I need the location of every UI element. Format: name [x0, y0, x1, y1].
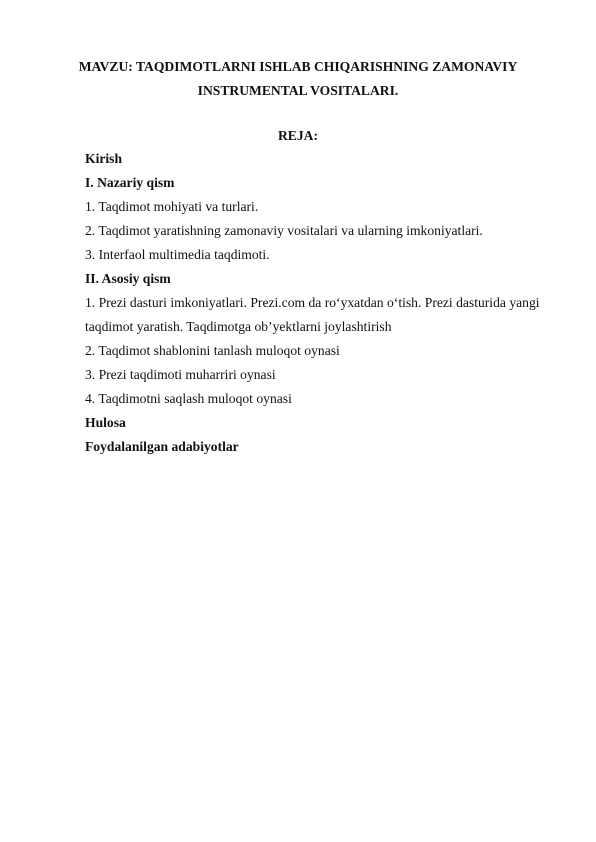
section-theory: I. Nazariy qism: [85, 175, 175, 190]
plan-heading: REJA:: [277, 128, 319, 143]
section-main: II. Asosiy qism: [85, 271, 171, 286]
plan-item: 2. Taqdimot yaratishning zamonaviy vositalari va ularning imkoniyatlari.: [85, 223, 483, 238]
section-conclusion: Hulosa: [85, 415, 126, 430]
document-title-line-2: INSTRUMENTAL VOSITALARI.: [197, 83, 399, 98]
plan-item: 3. Prezi taqdimoti muharriri oynasi: [85, 367, 276, 382]
document-title-line-1: MAVZU: TAQDIMOTLARNI ISHLAB CHIQARISHNING ZAMONAVIY: [78, 59, 518, 74]
section-introduction: Kirish: [85, 151, 123, 166]
plan-item: 4. Taqdimotni saqlash muloqot oynasi: [85, 391, 292, 406]
plan-item-continuation: taqdimot yaratish. Taqdimotga ob’yektlarni joylashtirish: [85, 319, 392, 334]
section-references: Foydalanilgan adabiyotlar: [85, 439, 239, 454]
plan-item: 2. Taqdimot shablonini tanlash muloqot oynasi: [85, 343, 340, 358]
plan-item: 1. Prezi dasturi imkoniyatlari. Prezi.com da ro‘yxatdan o‘tish. Prezi dasturida yangi: [85, 295, 540, 310]
plan-item: 1. Taqdimot mohiyati va turlari.: [85, 199, 259, 214]
plan-item: 3. Interfaol multimedia taqdimoti.: [85, 247, 270, 262]
